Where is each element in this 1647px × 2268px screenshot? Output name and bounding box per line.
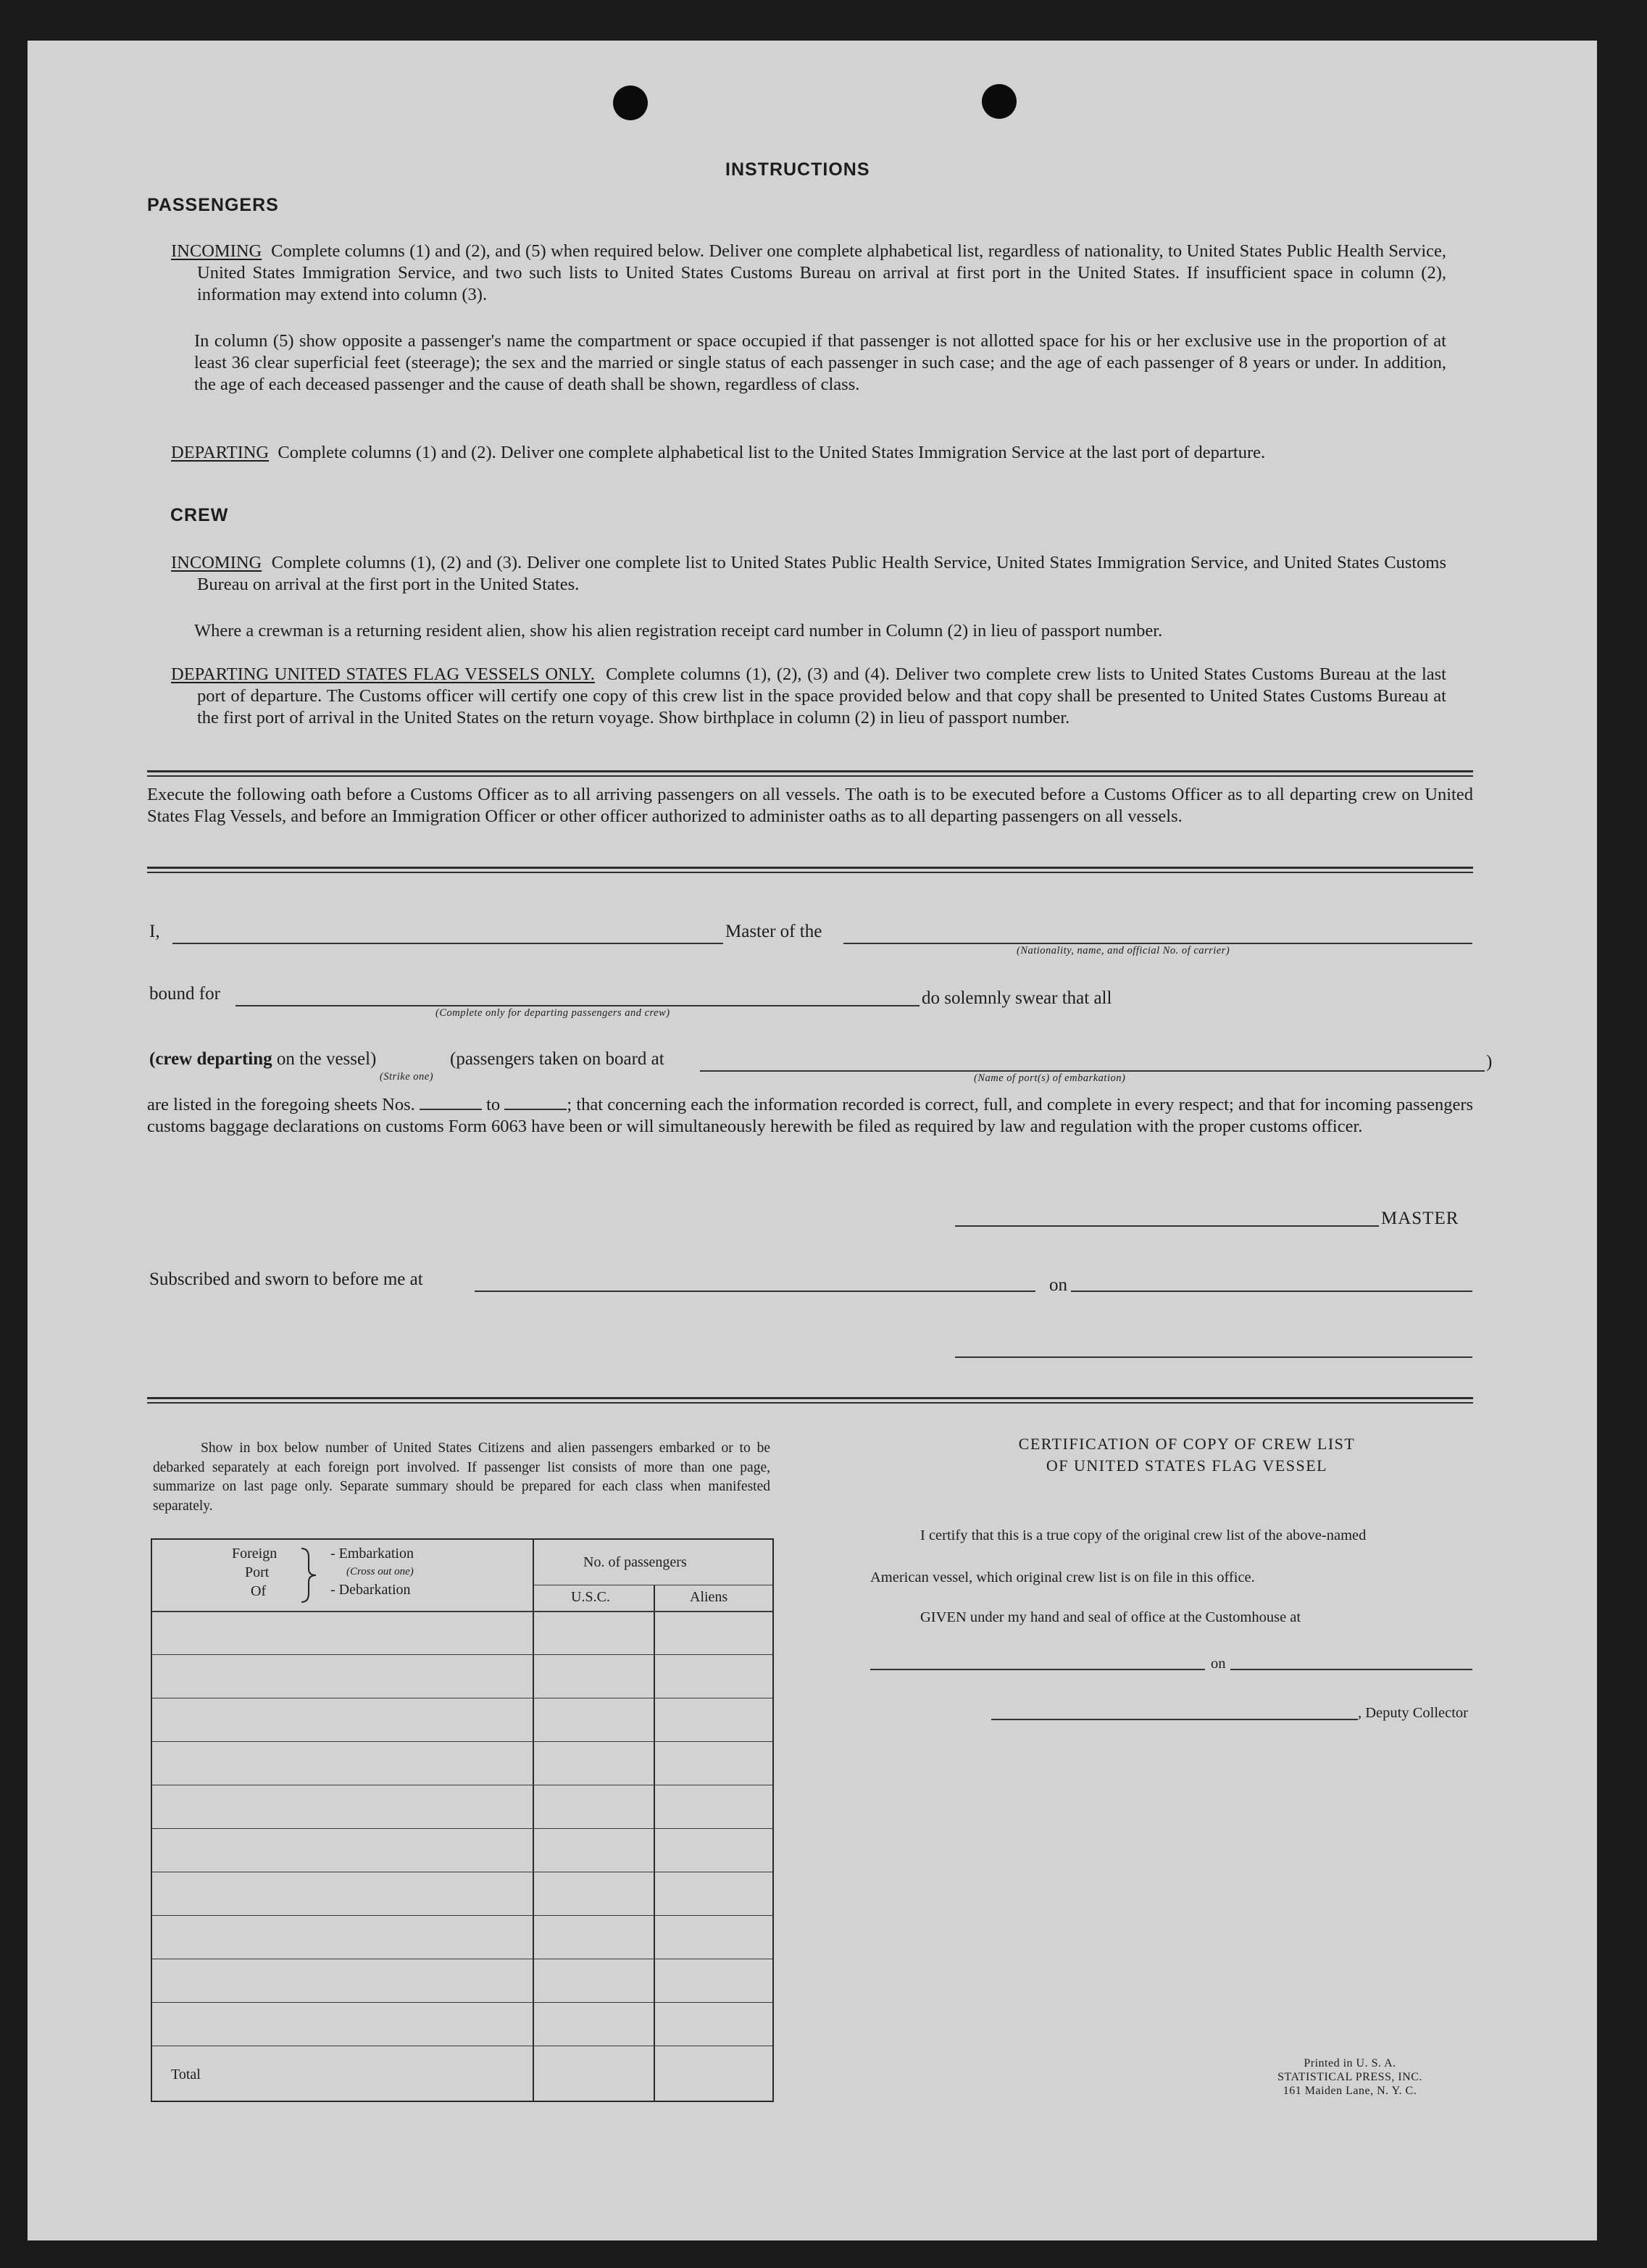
instructions-title: INSTRUCTIONS: [725, 159, 870, 180]
crew-incoming-label: INCOMING: [171, 553, 262, 572]
customhouse-line[interactable]: [870, 1669, 1205, 1670]
cert-given: GIVEN under my hand and seal of office at the Customhouse at: [920, 1609, 1301, 1625]
cert-title-1: CERTIFICATION OF COPY OF CREW LIST: [1018, 1435, 1356, 1453]
table-col-divider-2: [654, 1585, 655, 2101]
subscribed-label: Subscribed and sworn to before me at: [149, 1270, 423, 1289]
crew-departing-choice: [149, 1049, 376, 1070]
close-paren: ): [1486, 1052, 1493, 1072]
port-label: Port: [245, 1564, 270, 1580]
bound-for-line[interactable]: [235, 1005, 920, 1006]
embarkation-label: - Embarkation: [330, 1546, 414, 1562]
passengers-board-label: (passengers taken on board at: [450, 1049, 664, 1069]
cross-out-caption: (Cross out one): [346, 1566, 414, 1577]
column5-text: In column (5) show opposite a passenger's name the compartment or space occupied if that passenger is not allotted space for his or her exclusive use in the proportion of at least 36 clear superficial feet (steerage); the sex and the married or single status of each passenger in such case; and the age of each passenger of 8 years or under. In addition, the age of each deceased passenger and the cause of death shall be shown, regardless of class.: [194, 331, 1446, 394]
i-label: I,: [149, 922, 160, 941]
summary-note: Show in box below number of United States Citizens and alien passengers embarked or to be debarked separately at each foreign port involved. If passenger list consists of more than one page, summarize on last page only. Separate summary should be prepared for each class when manifested separately.: [153, 1441, 770, 1514]
cert-text-1: I certify that this is a true copy of the original crew list of the above-named: [920, 1527, 1367, 1543]
crew-incoming-text: Complete columns (1), (2) and (3). Deliver one complete list to United States Public Health Service, United States Immigration Service, and United States Customs Bureau on arrival at the first port in the United States.: [197, 553, 1447, 594]
oath-intro-text: Execute the following oath before a Customs Officer as to all arriving passengers on all vessels. The oath is to be executed before a Customs Officer as to all departing crew on United States Flag Vessels, and before an Immigration Officer or other officer authorized to administer oaths as to all departing passengers on all vessels.: [147, 785, 1473, 826]
of-label: Of: [251, 1583, 267, 1599]
table-row: [152, 1828, 772, 1829]
printer-info: [1216, 2056, 1484, 2098]
listed-block: [147, 1094, 1473, 1138]
passengers-departing-text: Complete columns (1) and (2). Deliver one complete alphabetical list to the United States Immigration Service at the last port of departure.: [278, 443, 1266, 462]
foreign-label: Foreign: [232, 1546, 278, 1562]
bound-for-label: bound for: [149, 984, 220, 1004]
crew-departing-block: [171, 664, 1446, 729]
table-row: [152, 1741, 772, 1742]
certification-title: [901, 1433, 1473, 1477]
carrier-caption: (Nationality, name, and official No. of carrier): [1017, 945, 1230, 956]
debarkation-label: - Debarkation: [330, 1582, 411, 1598]
divider-3: [147, 1397, 1473, 1399]
listed-to-label: to: [486, 1095, 501, 1114]
passenger-summary-table: [151, 1538, 774, 2102]
sworn-on-label: on: [1049, 1275, 1067, 1295]
form-sheet: [28, 41, 1597, 2240]
punch-hole-right: [982, 84, 1017, 119]
table-header-line: [152, 1611, 772, 1612]
listed-text-1: are listed in the foregoing sheets Nos.: [147, 1095, 415, 1114]
deputy-label: , Deputy Collector: [1358, 1705, 1469, 1721]
oath-intro-block: [147, 784, 1473, 827]
master-name-line[interactable]: [172, 943, 723, 944]
crew-departing-bold: (crew departing: [149, 1049, 272, 1069]
printer-line-1: Printed in U. S. A.: [1304, 2057, 1396, 2069]
table-col-divider-1: [533, 1540, 534, 2101]
officer-signature-line[interactable]: [955, 1356, 1472, 1358]
crew-heading: CREW: [170, 505, 229, 525]
crew-departing-label: DEPARTING UNITED STATES FLAG VESSELS ONLY.: [171, 664, 595, 684]
on-vessel-text: on the vessel): [276, 1049, 377, 1069]
no-passengers-header: No. of passengers: [583, 1554, 687, 1570]
ports-caption: (Name of port(s) of embarkation): [974, 1072, 1126, 1084]
cert-on-label: on: [1211, 1656, 1226, 1672]
sworn-date-line[interactable]: [1071, 1291, 1472, 1292]
master-of-label: Master of the: [725, 922, 822, 941]
strike-caption: (Strike one): [380, 1071, 434, 1083]
crewman-block: [194, 620, 1446, 642]
table-row: [152, 1654, 772, 1655]
divider-1: [147, 770, 1473, 772]
cert-text-2: American vessel, which original crew list is on file in this office.: [870, 1569, 1255, 1585]
master-signature-line[interactable]: [955, 1225, 1379, 1227]
aliens-header: Aliens: [690, 1589, 728, 1605]
divider-2: [147, 867, 1473, 869]
passengers-incoming-label: INCOMING: [171, 241, 262, 261]
crew-incoming-block: [171, 552, 1446, 596]
printer-line-3: 161 Maiden Lane, N. Y. C.: [1283, 2085, 1417, 2097]
passengers-incoming-block: [171, 241, 1446, 306]
swear-label: do solemnly swear that all: [922, 988, 1112, 1008]
punch-hole-left: [613, 86, 648, 120]
column5-block: [194, 330, 1446, 396]
total-label: Total: [171, 2067, 201, 2083]
passengers-incoming-text: Complete columns (1) and (2), and (5) when required below. Deliver one complete alphabetical list, regardless of nationality, to United States Public Health Service, United States Immigration Service, and two such lists to United States Customs Bureau on arrival at first port in the United States. If insufficient space in column (2), information may extend into column (3).: [197, 241, 1447, 304]
sworn-place-line[interactable]: [475, 1291, 1035, 1292]
listed-text-2: ; that concerning each the information recorded is correct, full, and complete in every respect; and that for incoming passengers customs baggage declarations on customs Form 6063 have been or will simultaneously herewith be filed as required by law and regulation with the proper customs officer.: [147, 1095, 1474, 1136]
brace-icon: [300, 1547, 317, 1604]
passengers-departing-block: [171, 442, 1446, 464]
printer-line-2: STATISTICAL PRESS, INC.: [1277, 2071, 1422, 2083]
summary-note-block: [153, 1439, 770, 1516]
crewman-text: Where a crewman is a returning resident alien, show his alien registration receipt card number in Column (2) in lieu of passport number.: [194, 621, 1163, 641]
cert-title-2: OF UNITED STATES FLAG VESSEL: [1046, 1456, 1328, 1475]
sheet-from-line[interactable]: [420, 1094, 482, 1110]
table-row: [152, 1915, 772, 1916]
passengers-heading: PASSENGERS: [147, 195, 279, 215]
crew-departing-text: Complete columns (1), (2), (3) and (4). Deliver two complete crew lists to United States Customs Bureau at the last port of departure. The Customs officer will certify one copy of this crew list in the space provided below and that copy shall be presented to United States Customs Bureau at the first port of arrival in the United States on the return voyage. Show birthplace in column (2) in lieu of passport number.: [197, 664, 1446, 727]
passengers-departing-label: DEPARTING: [171, 443, 270, 462]
table-row: [152, 2002, 772, 2003]
master-label: MASTER: [1381, 1209, 1459, 1228]
bound-for-caption: (Complete only for departing passengers and crew): [435, 1007, 670, 1019]
carrier-line[interactable]: [843, 943, 1472, 944]
deputy-signature-line[interactable]: [991, 1719, 1358, 1720]
embarkation-ports-line[interactable]: [700, 1070, 1485, 1072]
sheet-to-line[interactable]: [504, 1094, 567, 1110]
cert-date-line[interactable]: [1230, 1669, 1472, 1670]
usc-header: U.S.C.: [571, 1589, 610, 1605]
